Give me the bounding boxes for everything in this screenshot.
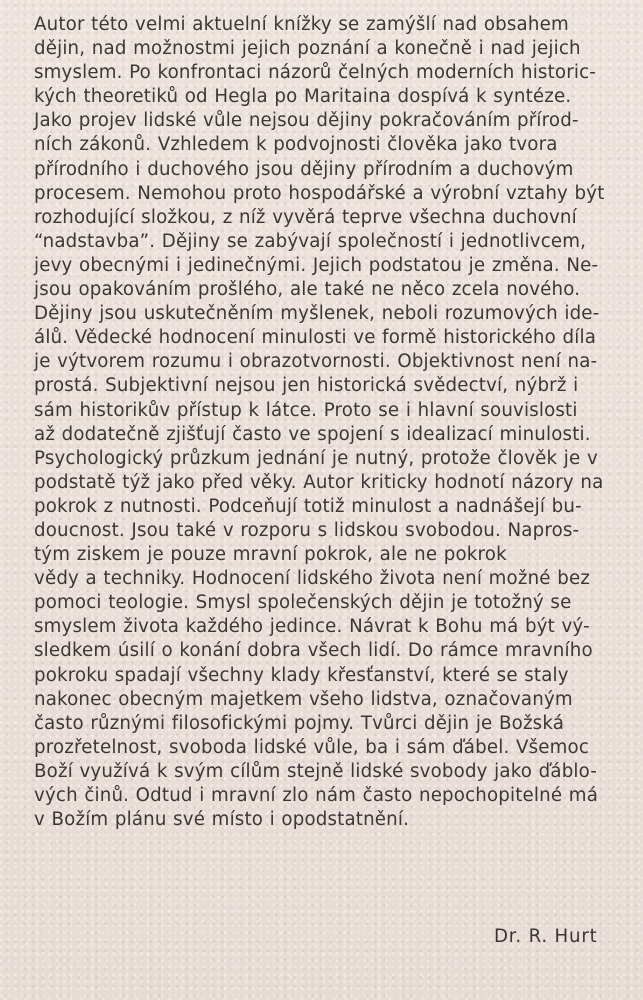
- text-line-25: pomoci teologie. Smysl společenských dějin je totožný se: [34, 592, 572, 614]
- text-line-24: vědy a techniky. Hodnocení lidského života není možné bez: [34, 568, 591, 590]
- text-line-17: sám historikův přístup k látce. Proto se i hlavní souvislosti: [34, 399, 578, 421]
- text-line-19: Psychologický průzkum jednání je nutný, protože člověk je v: [34, 447, 598, 469]
- text-line-27: sledkem úsilí o konání dobra všech lidí. Do rámce mravního: [34, 640, 593, 662]
- text-line-15: je výtvorem rozumu i obrazotvornosti. Objektivnost není na-: [34, 351, 598, 373]
- text-line-31: prozřetelnost, svoboda lidské vůle, ba i sám ďábel. Všemoc: [34, 736, 590, 758]
- text-line-11: jevy obecnými i jedinečnými. Jejich podstatou je změna. Ne-: [34, 254, 599, 276]
- text-line-9: rozhodující složkou, z níž vyvěrá teprve všechna duchovní: [34, 206, 577, 228]
- text-line-16: prostá. Subjektivní nejsou jen historická svědectví, nýbrž i: [34, 375, 579, 397]
- text-line-14: álů. Vědecké hodnocení minulosti ve formě historického díla: [34, 327, 597, 349]
- text-line-23: tým ziskem je pouze mravní pokrok, ale ne pokrok: [34, 544, 507, 566]
- text-line-20: podstatě týž jako před věky. Autor kriticky hodnotí názory na: [34, 471, 604, 493]
- text-line-4: kých theoretiků od Hegla po Maritaina dospívá k syntéze.: [34, 86, 572, 108]
- text-line-32: Boží využívá k svým cílům stejně lidské svobody jako ďáblo-: [34, 760, 598, 782]
- text-line-21: pokrok z nutnosti. Podceňují totiž minulost a nadnášejí bu-: [34, 495, 582, 517]
- text-line-10: “nadstavba”. Dějiny se zabývají společností i jednotlivcem,: [34, 230, 587, 252]
- text-line-2: dějin, nad možnostmi jejich poznání a konečně i nad jejich: [34, 38, 581, 60]
- text-line-33: vých činů. Odtud i mravní zlo nám často nepochopitelné má: [34, 785, 599, 806]
- text-line-30: často různými filosofickými pojmy. Tvůrci dějin je Božská: [34, 712, 565, 734]
- text-line-26: smyslem života každého jedince. Návrat k Bohu má být vý-: [34, 616, 590, 638]
- text-line-8: procesem. Nemohou proto hospodářské a výrobní vztahy být: [34, 182, 605, 204]
- text-line-6: ních zákonů. Vzhledem k podvojnosti člověka jako tvora: [34, 134, 558, 156]
- text-line-22: doucnost. Jsou také v rozporu s lidskou svobodou. Napros-: [34, 519, 580, 541]
- text-line-1: Autor této velmi aktuelní knížky se zamýšlí nad obsahem: [34, 14, 569, 35]
- author-signature: Dr. R. Hurt: [494, 926, 598, 947]
- book-summary-text: [34, 13, 615, 832]
- text-line-3: smyslem. Po konfrontaci názorů čelných moderních historic-: [34, 62, 597, 84]
- text-line-29: nakonec obecným majetkem všeho lidstva, označovaným: [34, 688, 573, 710]
- text-line-18: až dodatečně zjišťují často ve spojení s idealizací minulosti.: [34, 423, 591, 445]
- text-line-34: v Božím plánu své místo i opodstatnění.: [34, 809, 410, 831]
- text-line-7: přírodního i duchového jsou dějiny přírodním a duchovým: [34, 158, 574, 180]
- text-line-12: jsou opakováním prošlého, ale také ne něco zcela nového.: [34, 279, 581, 301]
- text-line-13: Dějiny jsou uskutečněním myšlenek, neboli rozumových ide-: [34, 303, 600, 325]
- text-line-5: Jako projev lidské vůle nejsou dějiny pokračováním přírod-: [34, 110, 579, 132]
- text-line-28: pokroku spadají všechny klady křesťanství, které se staly: [34, 664, 569, 686]
